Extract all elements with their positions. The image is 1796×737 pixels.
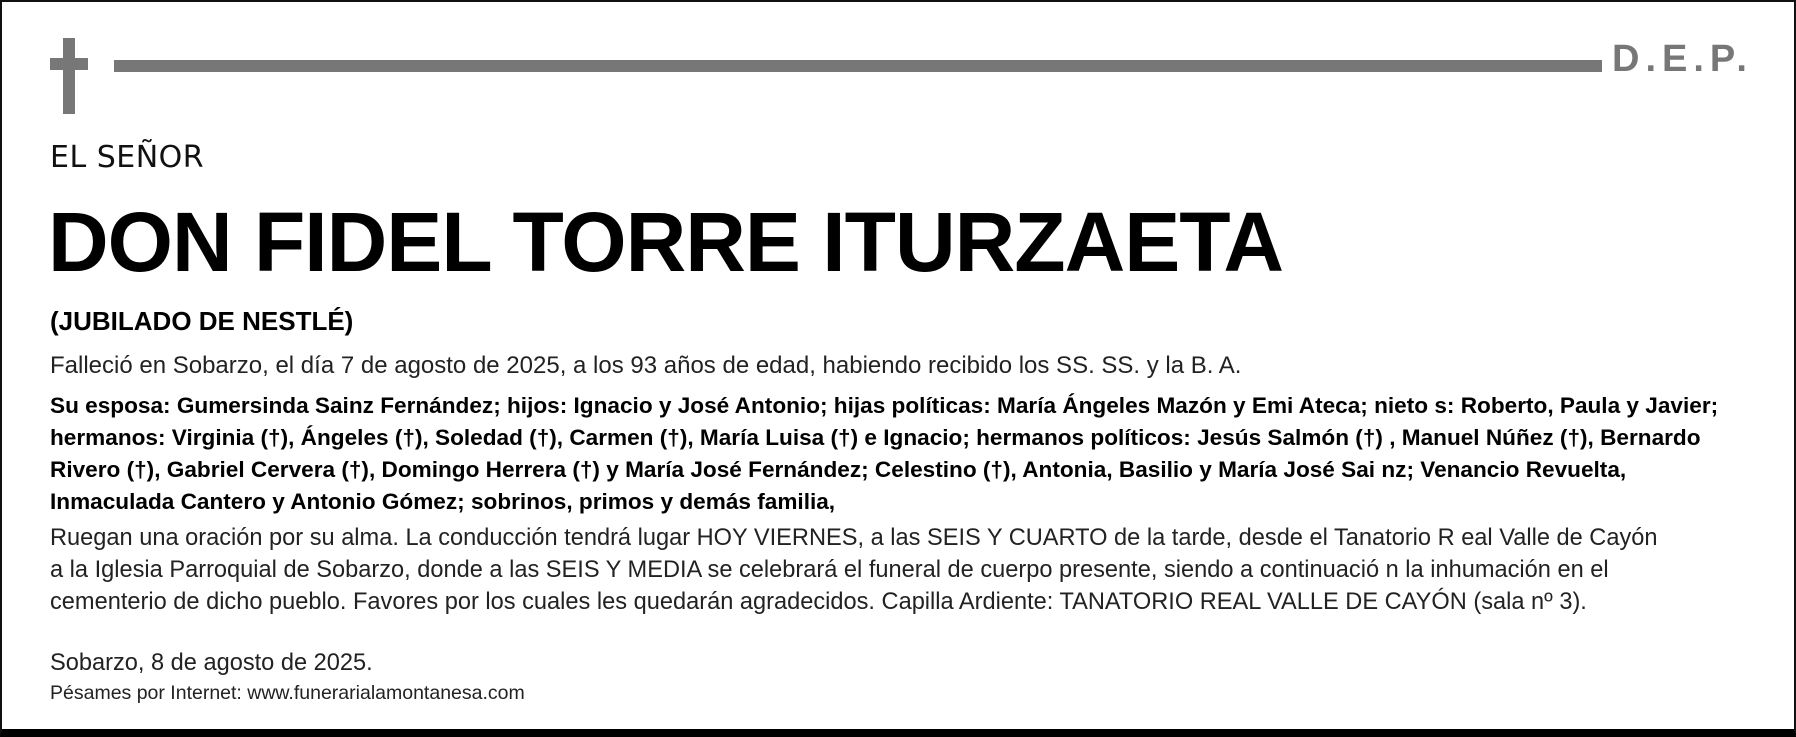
ceremony-line: cementerio de dicho pueblo. Favores por los cuales les quedarán agradecidos. Capilla Ardiente: TANATORIO REAL VALLE DE CAYÓN (sala nº 3). [50,589,1587,615]
dep-label: D.E.P. [1612,38,1753,80]
header-rule [114,60,1602,72]
ceremony-line: Ruegan una oración por su alma. La conducción tendrá lugar HOY VIERNES, a las SEIS Y CUARTO de la tarde, desde el Tanatorio R eal Valle de Cayón [50,525,1658,551]
ceremony-details [50,522,1750,618]
family-line: Inmaculada Cantero y Antonio Gómez; sobrinos, primos y demás familia, [50,489,836,514]
family-list [50,390,1750,518]
honorific: EL SEÑOR [50,140,205,175]
deceased-name: DON FIDEL TORRE ITURZAETA [48,195,1283,289]
family-line: Rivero (†), Gabriel Cervera (†), Domingo Herrera (†) y María José Fernández; Celestino (†), Antonia, Basilio y María José Sai nz; Venancio Revuelta, [50,457,1627,482]
cross-icon [50,38,88,114]
ceremony-line: a la Iglesia Parroquial de Sobarzo, donde a las SEIS Y MEDIA se celebrará el funeral de cuerpo presente, siendo a continuació n la inhumación en el [50,557,1609,583]
family-line: Su esposa: Gumersinda Sainz Fernández; hijos: Ignacio y José Antonio; hijas políticas: María Ángeles Mazón y Emi Ateca; nieto s: Roberto, Paula y Javier; [50,393,1719,418]
death-statement: Falleció en Sobarzo, el día 7 de agosto de 2025, a los 93 años de edad, habiendo recibido los SS. SS. y la B. A. [50,352,1242,379]
place-date: Sobarzo, 8 de agosto de 2025. [50,650,373,676]
condolence-website: Pésames por Internet: www.funerarialamontanesa.com [50,682,525,704]
family-line: hermanos: Virginia (†), Ángeles (†), Soledad (†), Carmen (†), María Luisa (†) e Ignacio; hermanos políticos: Jesús Salmón (†) , Manuel Núñez (†), Bernardo [50,425,1701,450]
occupation-subtitle: (JUBILADO DE NESTLÉ) [50,306,354,336]
